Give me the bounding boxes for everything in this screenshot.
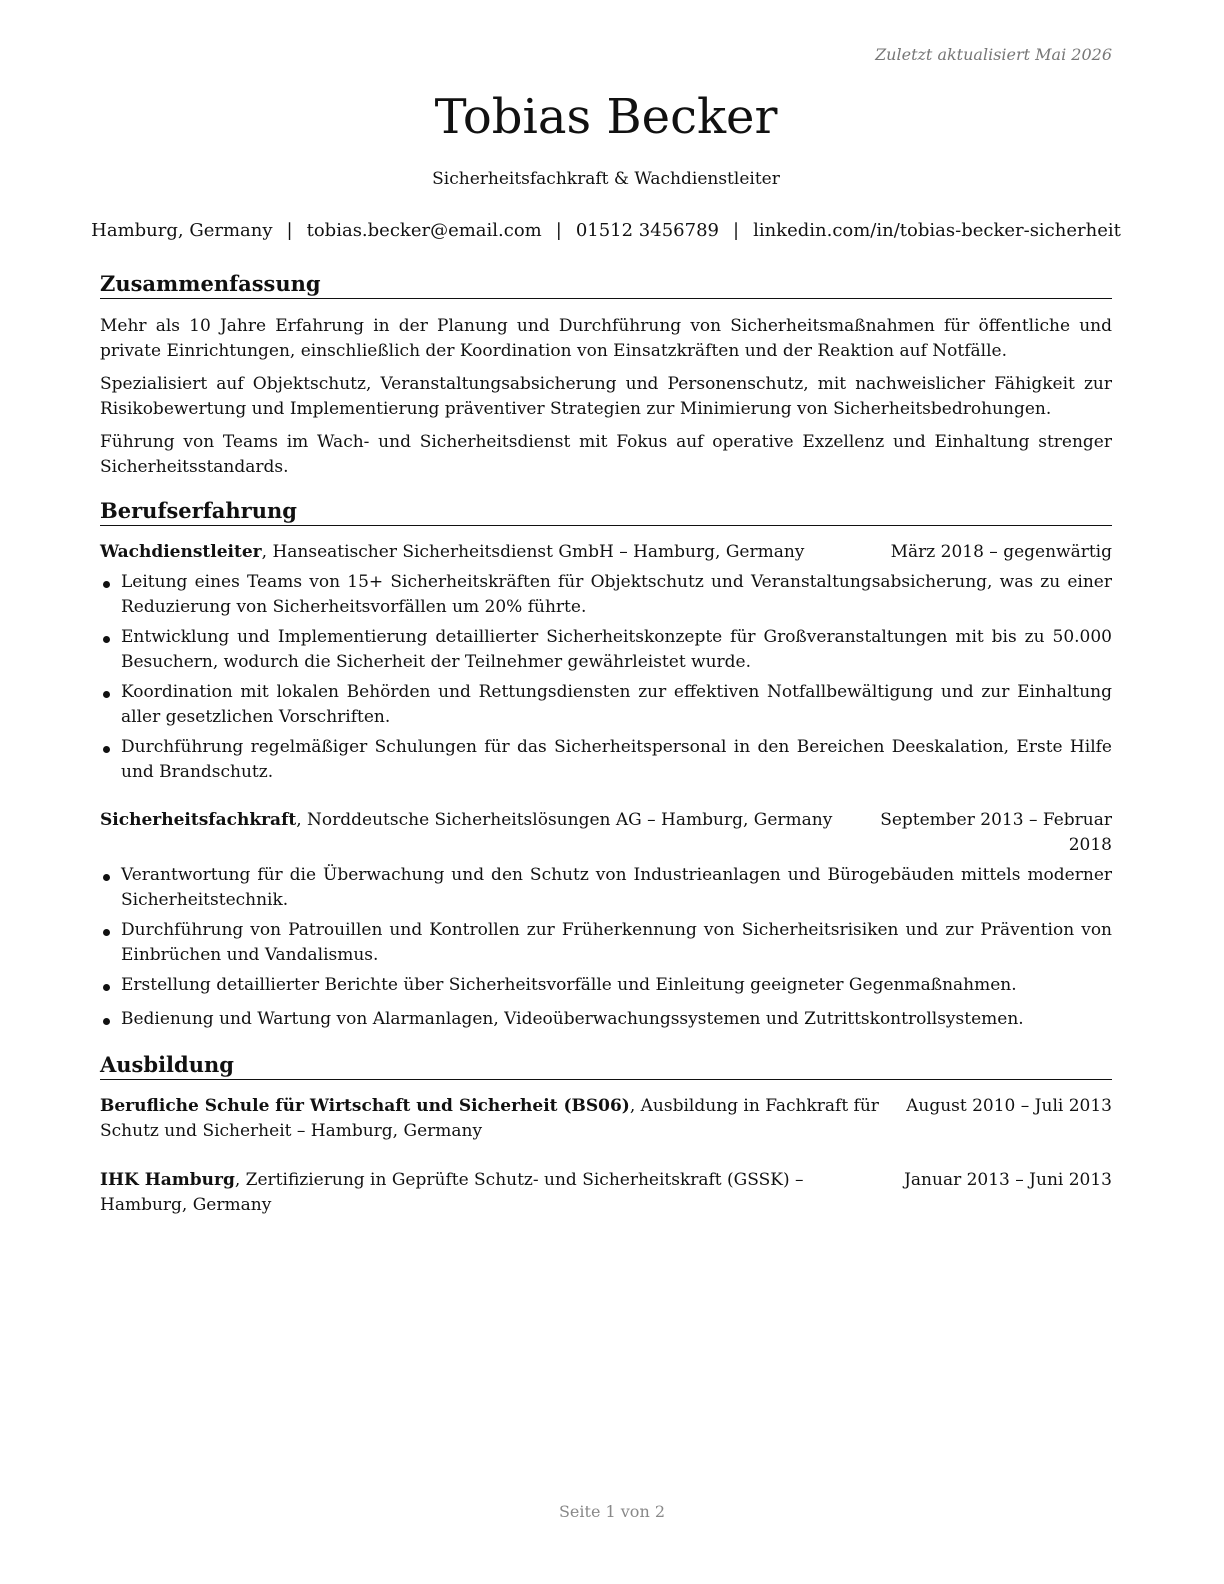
summary-paragraph: Spezialisiert auf Objektschutz, Veranstaltungsabsicherung und Personenschutz, mit nachweislicher Fähigkeit zur Risikobewertung und Implementierung präventiver Strategien zur Minimierung von Sicherheitsbedrohungen.	[100, 374, 1112, 419]
bullet-icon	[103, 874, 110, 881]
bullet-icon	[103, 581, 110, 588]
education-dates: August 2010 – Juli 2013	[906, 1096, 1112, 1116]
education-school: IHK Hamburg	[100, 1170, 235, 1190]
section-title-education: Ausbildung	[100, 1051, 1112, 1080]
bullet-text: Koordination mit lokalen Behörden und Rettungsdiensten zur effektiven Notfallbewältigung und zur Einhaltung aller gesetzlichen Vorschriften.	[121, 682, 1112, 727]
section-title-experience: Berufserfahrung	[100, 497, 1112, 526]
summary-paragraph: Führung von Teams im Wach- und Sicherheitsdienst mit Fokus auf operative Exzellenz und Einhaltung strenger Sicherheitsstandards.	[100, 432, 1112, 477]
bullet-text: Entwicklung und Implementierung detaillierter Sicherheitskonzepte für Großveranstaltungen mit bis zu 50.000 Besuchern, wodurch die Sicherheit der Teilnehmer gewährleistet wurde.	[121, 627, 1112, 672]
education-detail: , Zertifizierung in Geprüfte Schutz- und Sicherheitskraft (GSSK) – Hamburg, Germany	[100, 1170, 804, 1215]
education-school: Berufliche Schule für Wirtschaft und Sicherheit (BS06)	[100, 1096, 630, 1116]
job-company: , Norddeutsche Sicherheitslösungen AG – Hamburg, Germany	[296, 810, 833, 830]
education-entry	[100, 1168, 1112, 1218]
job-bullets	[100, 570, 1112, 785]
list-item	[100, 918, 1112, 968]
job-title-line	[100, 540, 891, 565]
list-item	[100, 735, 1112, 785]
job-entry	[100, 808, 1112, 1032]
candidate-title: Sicherheitsfachkraft & Wachdienstleiter	[432, 169, 780, 189]
bullet-icon	[103, 929, 110, 936]
education-title-line	[100, 1168, 904, 1218]
experience-section	[100, 497, 1112, 1032]
job-dates: September 2013 – Februar 2018	[880, 810, 1112, 855]
education-dates: Januar 2013 – Juni 2013	[904, 1170, 1112, 1190]
bullet-text: Verantwortung für die Überwachung und den Schutz von Industrieanlagen und Bürogebäuden mittels moderner Sicherheitstechnik.	[121, 865, 1112, 910]
education-title-line	[100, 1094, 906, 1144]
resume-page	[91, 0, 1121, 1584]
contact-location: Hamburg, Germany	[91, 220, 273, 241]
contact-line	[90, 219, 1122, 243]
list-item	[100, 625, 1112, 675]
bullet-icon	[103, 636, 110, 643]
education-entry	[100, 1094, 1112, 1144]
list-item	[100, 570, 1112, 620]
list-item	[100, 680, 1112, 730]
bullet-text: Leitung eines Teams von 15+ Sicherheitskräften für Objektschutz und Veranstaltungsabsicherung, was zu einer Reduzierung von Sicherheitsvorfällen um 20% führte.	[121, 572, 1112, 617]
bullet-icon	[103, 984, 110, 991]
summary-paragraph: Mehr als 10 Jahre Erfahrung in der Planung und Durchführung von Sicherheitsmaßnahmen für öffentliche und private Einrichtungen, einschließlich der Koordination von Einsatzkräften und der Reaktion auf Notfälle.	[100, 316, 1112, 361]
job-role: Sicherheitsfachkraft	[100, 810, 297, 830]
education-section	[100, 1051, 1112, 1218]
summary-section	[100, 270, 1112, 480]
bullet-text: Bedienung und Wartung von Alarmanlagen, Videoüberwachungssystemen und Zutrittskontrollsystemen.	[121, 1009, 1024, 1029]
contact-phone: 01512 3456789	[575, 220, 719, 241]
bullet-text: Durchführung von Patrouillen und Kontrollen zur Früherkennung von Sicherheitsrisiken und zur Prävention von Einbrüchen und Vandalismus.	[121, 920, 1112, 965]
list-item	[100, 863, 1112, 913]
page-number: Seite 1 von 2	[558, 1502, 666, 1521]
contact-separator: |	[555, 220, 562, 241]
contact-separator: |	[732, 220, 740, 241]
job-title-line	[100, 808, 872, 833]
list-item	[100, 1007, 1112, 1032]
bullet-text: Durchführung regelmäßiger Schulungen für das Sicherheitspersonal in den Bereichen Deeskalation, Erste Hilfe und Brandschutz.	[121, 737, 1112, 782]
contact-email[interactable]: tobias.becker@email.com	[306, 220, 542, 241]
job-dates: März 2018 – gegenwärtig	[890, 542, 1112, 562]
candidate-name: Tobias Becker	[434, 89, 778, 145]
list-item	[100, 973, 1112, 998]
last-updated: Zuletzt aktualisiert Mai 2026	[875, 45, 1112, 64]
job-company: , Hanseatischer Sicherheitsdienst GmbH – Hamburg, Germany	[261, 542, 805, 562]
education-detail: , Ausbildung in Fachkraft für Schutz und Sicherheit – Hamburg, Germany	[100, 1096, 879, 1141]
bullet-icon	[103, 1018, 110, 1025]
job-role: Wachdienstleiter	[100, 542, 262, 562]
job-bullets	[100, 863, 1112, 1032]
bullet-icon	[103, 746, 110, 753]
contact-separator: |	[286, 220, 293, 241]
section-title-summary: Zusammenfassung	[100, 270, 1112, 299]
contact-linkedin[interactable]: linkedin.com/in/tobias-becker-sicherheit	[753, 220, 1121, 241]
job-header	[100, 540, 1112, 565]
bullet-text: Erstellung detaillierter Berichte über Sicherheitsvorfälle und Einleitung geeigneter Gegenmaßnahmen.	[121, 975, 1017, 995]
job-entry	[100, 540, 1112, 785]
job-header	[100, 808, 1112, 858]
bullet-icon	[103, 691, 110, 698]
